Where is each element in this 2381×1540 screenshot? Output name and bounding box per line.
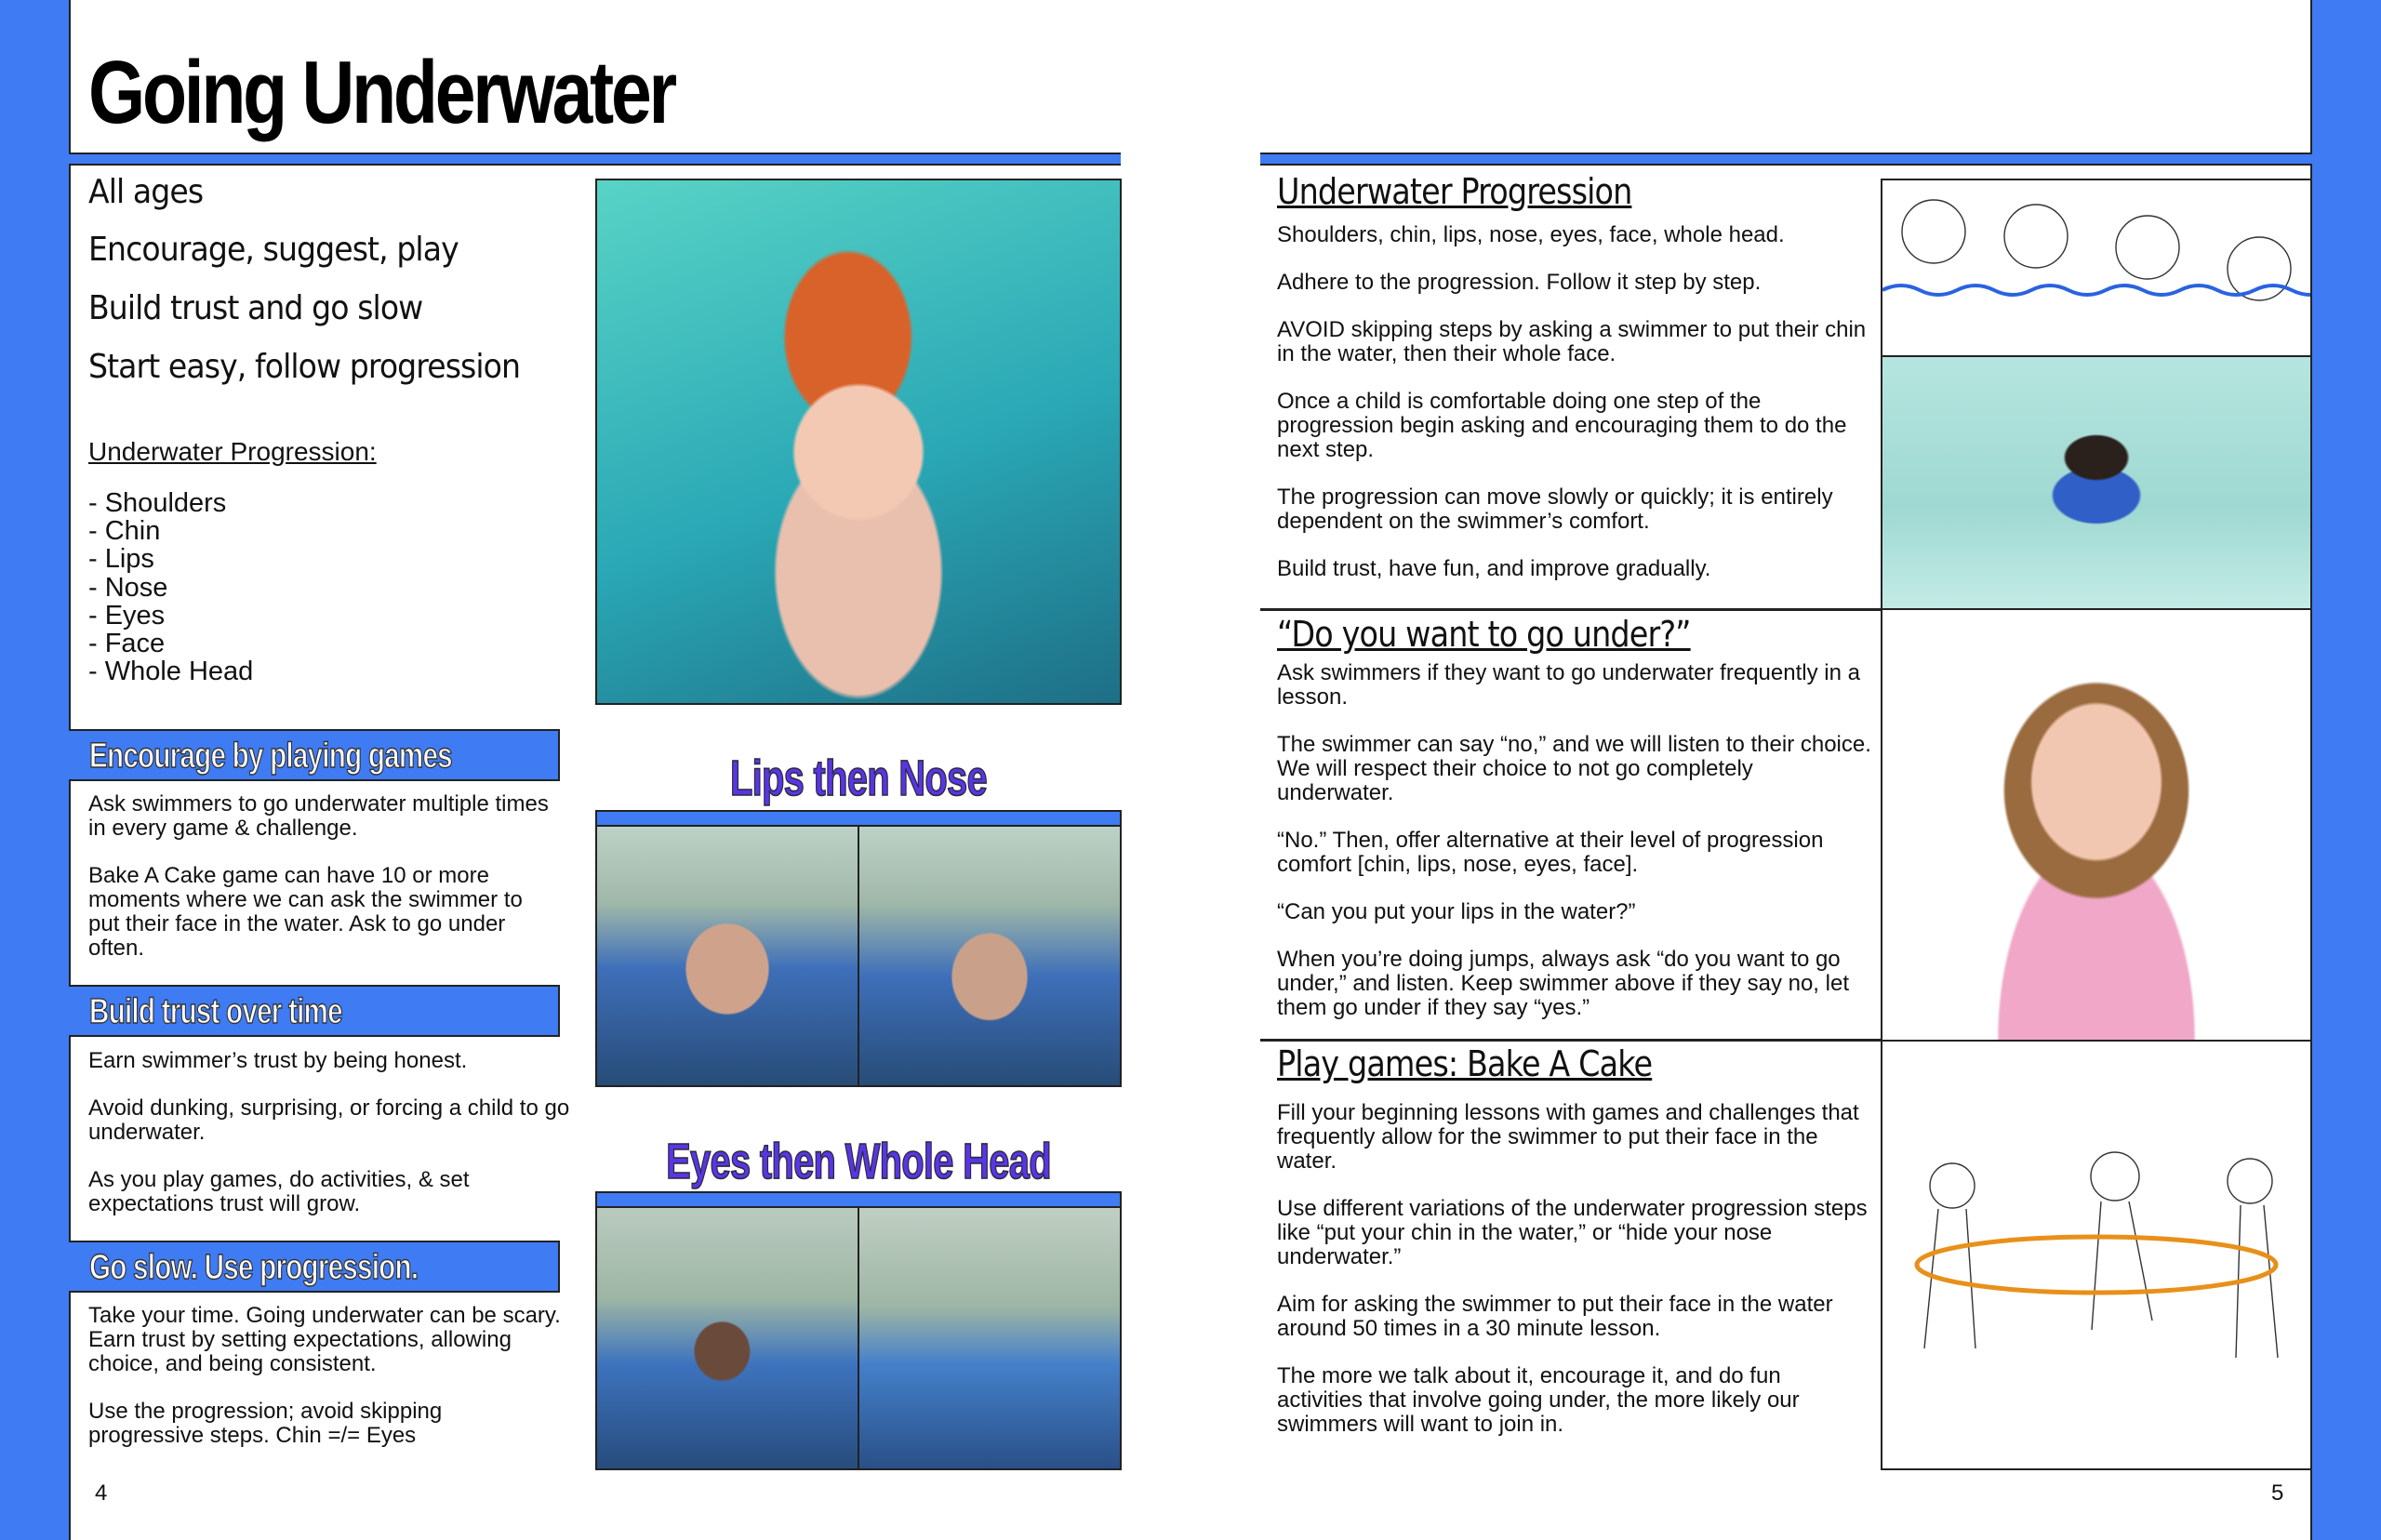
section-divider (1260, 1039, 1882, 1042)
right-page-border (2310, 0, 2381, 1540)
list-item: - Chin (88, 516, 161, 547)
list-item: - Lips (88, 544, 154, 575)
eyes-head-frame (595, 1191, 1122, 1470)
section-body: Ask swimmers to go underwater multiple times in every game & challenge. Bake A Cake game can have 10 or more moments where we can ask the swimmer to put their face in the water. Ask to go under often. (88, 791, 549, 961)
eyes-in-water-photo (597, 1208, 858, 1468)
faces-progression-drawing (1881, 179, 2312, 357)
section-divider (1260, 608, 1882, 611)
page-title: Going Underwater (88, 43, 674, 142)
frame-bar (597, 1193, 1120, 1208)
girl-face-in-pool-photo (1881, 355, 2312, 610)
list-item: - Face (88, 629, 166, 659)
progression-list (88, 489, 253, 685)
list-item: - Nose (88, 572, 168, 603)
section-body: Earn swimmer’s trust by being honest. Avoid dunking, surprising, or forcing a child to go underwater. As you play games, do activities, & set expectations trust will grow. (88, 1048, 570, 1216)
kids-hoop-drawing (1881, 1040, 2312, 1470)
section-body: Shoulders, chin, lips, nose, eyes, face, whole head. Adhere to the progression. Follow it step by step. AVOID skipping steps by asking a swimmer to put their chin in the water, then their whole face. Once a child is comfortable doing one step of the progression begin asking and encouraging them to do the next step. The progression can move slowly or quickly; it is entirely dependent on the swimmer’s comfort. Build trust, have fun, and improve gradually. (1277, 222, 1867, 581)
page-number-right: 5 (2271, 1480, 2284, 1506)
section-body: Take your time. Going underwater can be scary. Earn trust by setting expectations, allowing choice, and being consistent. Use the progression; avoid skipping progressive steps. Chin =/= Eyes (88, 1303, 561, 1448)
section-header: Encourage by playing games (69, 729, 560, 781)
left-page-border (0, 0, 71, 1540)
lead-line: Build trust and go slow (88, 289, 423, 327)
caption-eyes-head: Eyes then Whole Head (666, 1134, 1051, 1189)
list-item: - Shoulders (88, 488, 227, 518)
lead-line: Start easy, follow progression (88, 348, 521, 386)
whole-head-under-photo (858, 1208, 1120, 1468)
page-number-left: 4 (95, 1480, 108, 1506)
lead-line: All ages (88, 173, 204, 211)
section-heading: “Do you want to go under?” (1277, 614, 1691, 655)
baby-underwater-photo (595, 179, 1122, 705)
frame-bar (597, 812, 1120, 827)
section-heading: Underwater Progression (1277, 171, 1632, 212)
list-item: - Eyes (88, 600, 166, 631)
title-rule-left (69, 153, 1121, 166)
nose-in-water-photo (858, 827, 1120, 1085)
lead-line: Encourage, suggest, play (88, 231, 459, 269)
section-heading: Play games: Bake A Cake (1277, 1043, 1653, 1084)
section-header: Build trust over time (69, 985, 560, 1037)
hoop-drawing-icon (1882, 1042, 2312, 1470)
list-item: - Whole Head (88, 657, 254, 687)
faces-drawing-icon (1882, 180, 2312, 357)
section-header: Go slow. Use progression. (69, 1241, 560, 1293)
section-body: Fill your beginning lessons with games and challenges that frequently allow for the swimmer to put their face in the water. Use different variations of the underwater progression steps like “put your chin in the water,” or “hide your nose underwater.” Aim for asking the swimmer to put their face in the water around 50 times in a 30 minute lesson. The more we talk about it, encourage it, and do fun activities that involve going under, the more likely our swimmers will want to join in. (1277, 1100, 1868, 1437)
title-rule-right (1260, 153, 2312, 166)
progression-heading: Underwater Progression: (88, 437, 377, 466)
surprised-girl-photo (1881, 608, 2312, 1042)
caption-lips-nose: Lips then Nose (729, 750, 988, 806)
section-body: Ask swimmers if they want to go underwater frequently in a lesson. The swimmer can say “no,” and we will listen to their choice. We will respect their choice to not go completely underwater. “No.” Then, offer alternative at their level of progression comfort [chin, lips, nose, eyes, face]. “Can you put your lips in the water?” When you’re doing jumps, always ask “do you want to go under,” and listen. Keep swimmer above if they say no, let them go under if they say “yes.” (1277, 660, 1871, 1020)
lips-nose-frame (595, 810, 1122, 1087)
lips-in-water-photo (597, 827, 858, 1085)
